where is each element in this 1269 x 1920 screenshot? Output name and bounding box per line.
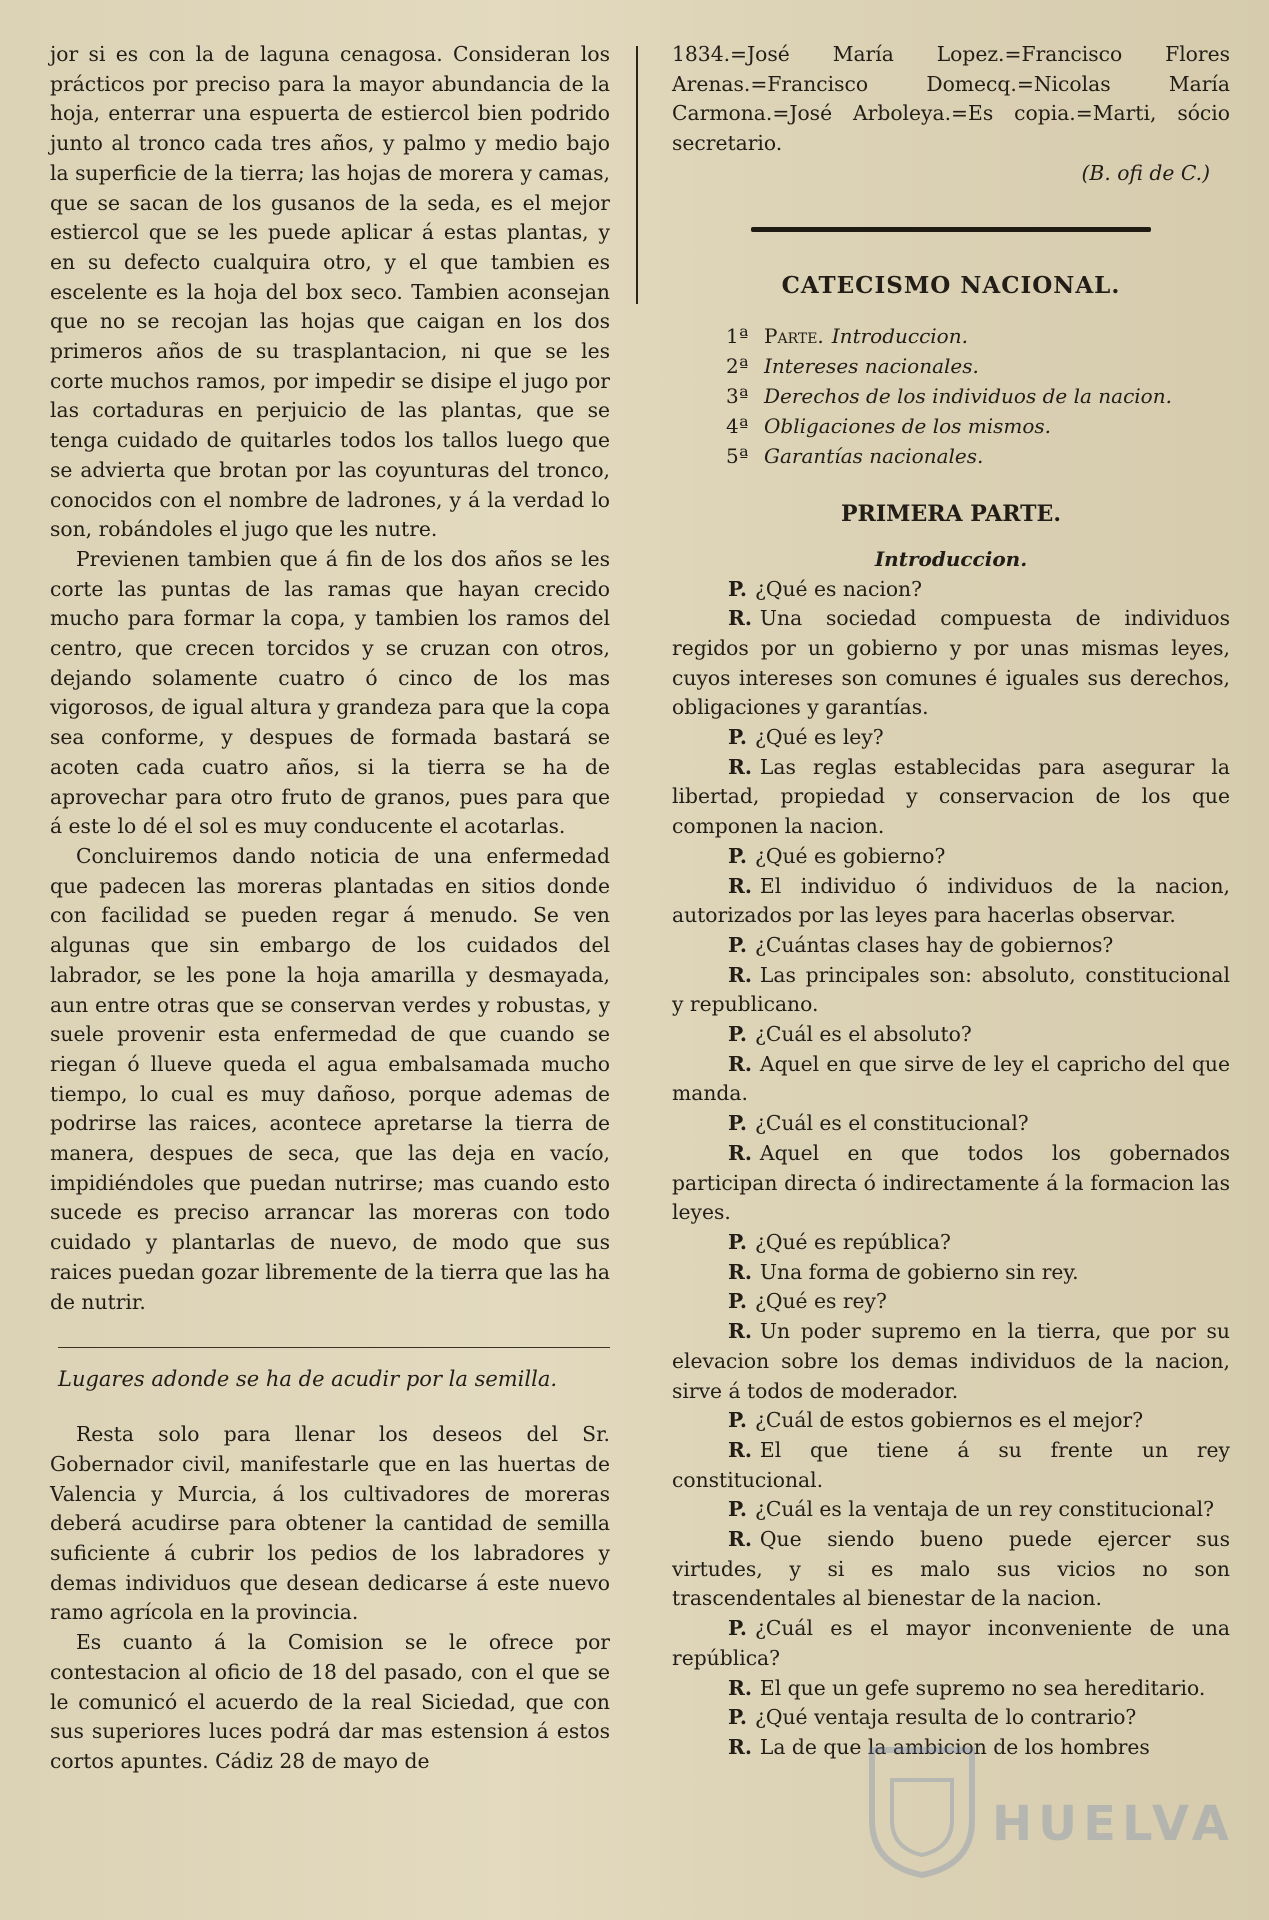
qa-text: La de que la ambicion de los hombres [759,1734,1150,1759]
question-line [672,931,1230,961]
qa-marker: P. [728,1022,747,1047]
answer-line [672,1258,1230,1288]
qa-marker: P. [728,1111,747,1136]
qa-marker: P. [728,1705,747,1730]
paragraph: Previenen tambien que á fin de los dos años se les corte las puntas de las ramas que hayan crecido mucho para formar la copa, y tambien los ramos del centro, que crecen torcidos y se cruzan con otros, dejando solamente cuatro ó cinco de los mas vigorosos, de igual altura y grandeza para que la copa sea conforme, y despues de formada bastará se acoten cada cuatro años, si la tierra se ha de aprovechar para otro fruto de granos, pues para que á este lo dé el sol es muy conducente el acotarlas. [50,546,610,839]
toc-item: 2ª Intereses nacionales. [726,353,979,378]
qa-marker: R. [728,962,752,987]
answer-line [672,1317,1230,1406]
qa-text: ¿Qué es nacion? [754,576,922,601]
stamp-text: HUELVA [992,1796,1235,1852]
library-watermark-stamp [862,1740,1235,1890]
qa-text: ¿Qué ventaja resulta de lo contrario? [754,1705,1137,1730]
column-divider [636,46,638,304]
qa-text: ¿Cuál de estos gobiernos es el mejor? [754,1408,1144,1433]
qa-text: ¿Cuál es la ventaja de un rey constitucional? [754,1497,1214,1522]
question-line [672,1406,1230,1436]
qa-marker: P. [728,1616,747,1641]
qa-marker: P. [728,1289,747,1314]
qa-text: Aquel en que todos los gobernados participan directa ó indirectamente á la formacion las leyes. [672,1140,1230,1225]
answer-line [672,1525,1230,1614]
section-subtitle: Introduccion. [874,546,1028,571]
horizontal-rule [751,227,1151,232]
qa-text: El que un gefe supremo no sea hereditario. [759,1675,1206,1700]
qa-text: Aquel en que sirve de ley el capricho del que manda. [672,1051,1230,1106]
signatures-continuation: 1834.=José María Lopez.=Francisco Flores Arenas.=Francisco Domecq.=Nicolas María Carmona.=José Arboleya.=Es copia.=Marti, sócio secretario. [672,42,1230,156]
qa-text: ¿Qué es ley? [754,725,884,750]
toc-item: 5ª Garantías nacionales. [726,443,984,468]
qa-marker: P. [728,1408,747,1433]
qa-text: Un poder supremo en la tierra, que por su elevacion sobre los demas individuos de la nacion, sirve á todos de moderador. [672,1319,1230,1403]
qa-marker: R. [728,1259,752,1284]
qa-marker: R. [728,1675,752,1700]
qa-text: Las principales son: absoluto, constitucional y republicano. [672,962,1230,1017]
question-line [672,1287,1230,1317]
question-line [672,1228,1230,1258]
toc-item: 1ª Parte. Introduccion. [726,323,968,348]
source-note: (B. ofi de C.) [1081,160,1210,185]
qa-text: ¿Qué es rey? [754,1289,887,1314]
answer-line [672,961,1230,1020]
qa-text: ¿Cuántas clases hay de gobiernos? [754,932,1114,957]
answer-line [672,1050,1230,1109]
left-column [50,40,610,1777]
qa-marker: P. [728,843,747,868]
qa-marker: R. [728,1527,752,1552]
paragraph: Es cuanto á la Comision se le ofrece por contestacion al oficio de 18 del pasado, con el que se le comunicó el acuerdo de la real Siciedad, que con sus superiores luces podrá dar mas estension á estos cortos apuntes. Cádiz 28 de mayo de [50,1630,610,1773]
qa-marker: P. [728,1229,747,1254]
qa-text: Las reglas establecidas para asegurar la libertad, propiedad y conservacion de los que componen la nacion. [672,754,1230,839]
question-line [672,1109,1230,1139]
question-answer-list [672,575,1230,1763]
qa-text: El individuo ó individuos de la nacion, autorizados por las leyes para hacerlas observar. [672,873,1230,928]
qa-marker: R. [728,1319,752,1344]
answer-line [672,753,1230,842]
question-line [672,723,1230,753]
qa-text: Una sociedad compuesta de individuos regidos por un gobierno y por unas mismas leyes, cuyos intereses son comunes é iguales sus derechos, obligaciones y garantías. [672,606,1230,720]
qa-marker: R. [728,1051,752,1076]
paragraph: jor si es con la de laguna cenagosa. Consideran los prácticos por preciso para la mayor abundancia de la hoja, enterrar una espuerta de estiercol bien podrido junto al tronco cada tres años, y palmo y medio bajo la superficie de la tierra; las hojas de morera y camas, que se sacan de los gusanos de la seda, es el mejor estiercol que se les puede aplicar á estas plantas, y en su defecto cualquira otro, y el que tambien es escelente es la hoja del box seco. Tambien aconsejan que no se recojan las hojas que caigan en los dos primeros años de su trasplantacion, ni que se les corte muchos ramos, por impedir se disipe el jugo por las cortaduras en perjuicio de las plantas, que se tenga cuidado de quitarles todos los tallos luego que se advierta que brotan por las coyunturas del tronco, conocidos con el nombre de ladrones, y á la verdad lo son, robándoles el jugo que les nutre. [50,42,610,542]
qa-marker: R. [728,1437,752,1462]
qa-text: ¿Cuál es el constitucional? [754,1111,1029,1136]
qa-marker: R. [728,1140,752,1165]
paragraph: Concluiremos dando noticia de una enfermedad que padecen las moreras plantadas en sitios donde con facilidad se pueden regar á menudo. Se ven algunas que sin embargo de los cuidados del labrador, se les pone la hoja amarilla y desmayada, aun entre otras que se conservan verdes y robustas, y suele provenir esta enfermedad de que cuando se riegan ó llueve queda el agua embalsamada mucho tiempo, lo cual es muy dañoso, porque ademas de podrirse las raices, acontece apretarse la tierra de manera, despues de seca, que las deja en vacío, impidiéndoles que puedan nutrirse; mas cuando esto sucede es preciso arrancar las moreras con todo cuidado y plantarlas de nuevo, de modo que sus raices puedan gozar libremente de la tierra que las ha de nutrir. [50,843,610,1314]
qa-text: Una forma de gobierno sin rey. [759,1259,1079,1284]
qa-text: ¿Qué es gobierno? [754,843,946,868]
catechism-title: CATECISMO NACIONAL. [781,271,1121,299]
right-column [672,40,1230,1763]
paragraph: Resta solo para llenar los deseos del Sr. Gobernador civil, manifestarle que en las huertas de Valencia y Murcia, á los cultivadores de moreras deberá acudirse para obtener la cantidad de semilla suficiente á cubrir los pedios de los labradores y demas individuos que desean dedicarse á este nuevo ramo agrícola en la provincia. [50,1422,610,1625]
table-of-contents [726,321,1230,471]
answer-line [672,604,1230,723]
question-line [672,1614,1230,1673]
qa-text: ¿Qué es república? [754,1229,951,1254]
qa-text: Que siendo bueno puede ejercer sus virtudes, y si es malo sus vicios no son trascendentales al bienestar de la nacion. [672,1527,1230,1611]
qa-text: ¿Cuál es el absoluto? [754,1022,972,1047]
qa-marker: P. [728,576,747,601]
question-line [672,842,1230,872]
qa-marker: P. [728,932,747,957]
qa-marker: R. [728,606,752,631]
qa-text: El que tiene á su frente un rey constitucional. [672,1437,1230,1492]
shield-icon [862,1740,982,1880]
qa-marker: P. [728,725,747,750]
question-line [672,1020,1230,1050]
qa-marker: P. [728,1497,747,1522]
qa-marker: R. [728,1734,752,1759]
question-line [672,1703,1230,1733]
toc-item: 3ª Derechos de los individuos de la nacion. [726,383,1172,408]
answer-line [672,1139,1230,1228]
answer-line [672,1674,1230,1704]
question-line [672,575,1230,605]
part-title: PRIMERA PARTE. [841,500,1061,527]
answer-line [672,872,1230,931]
qa-marker: R. [728,873,752,898]
section-heading: Lugares adonde se ha de acudir por la semilla. [58,1347,610,1394]
question-line [672,1495,1230,1525]
toc-item: 4ª Obligaciones de los mismos. [726,413,1052,438]
answer-line [672,1436,1230,1495]
qa-marker: R. [728,754,752,779]
qa-text: ¿Cuál es el mayor inconveniente de una república? [672,1616,1230,1670]
